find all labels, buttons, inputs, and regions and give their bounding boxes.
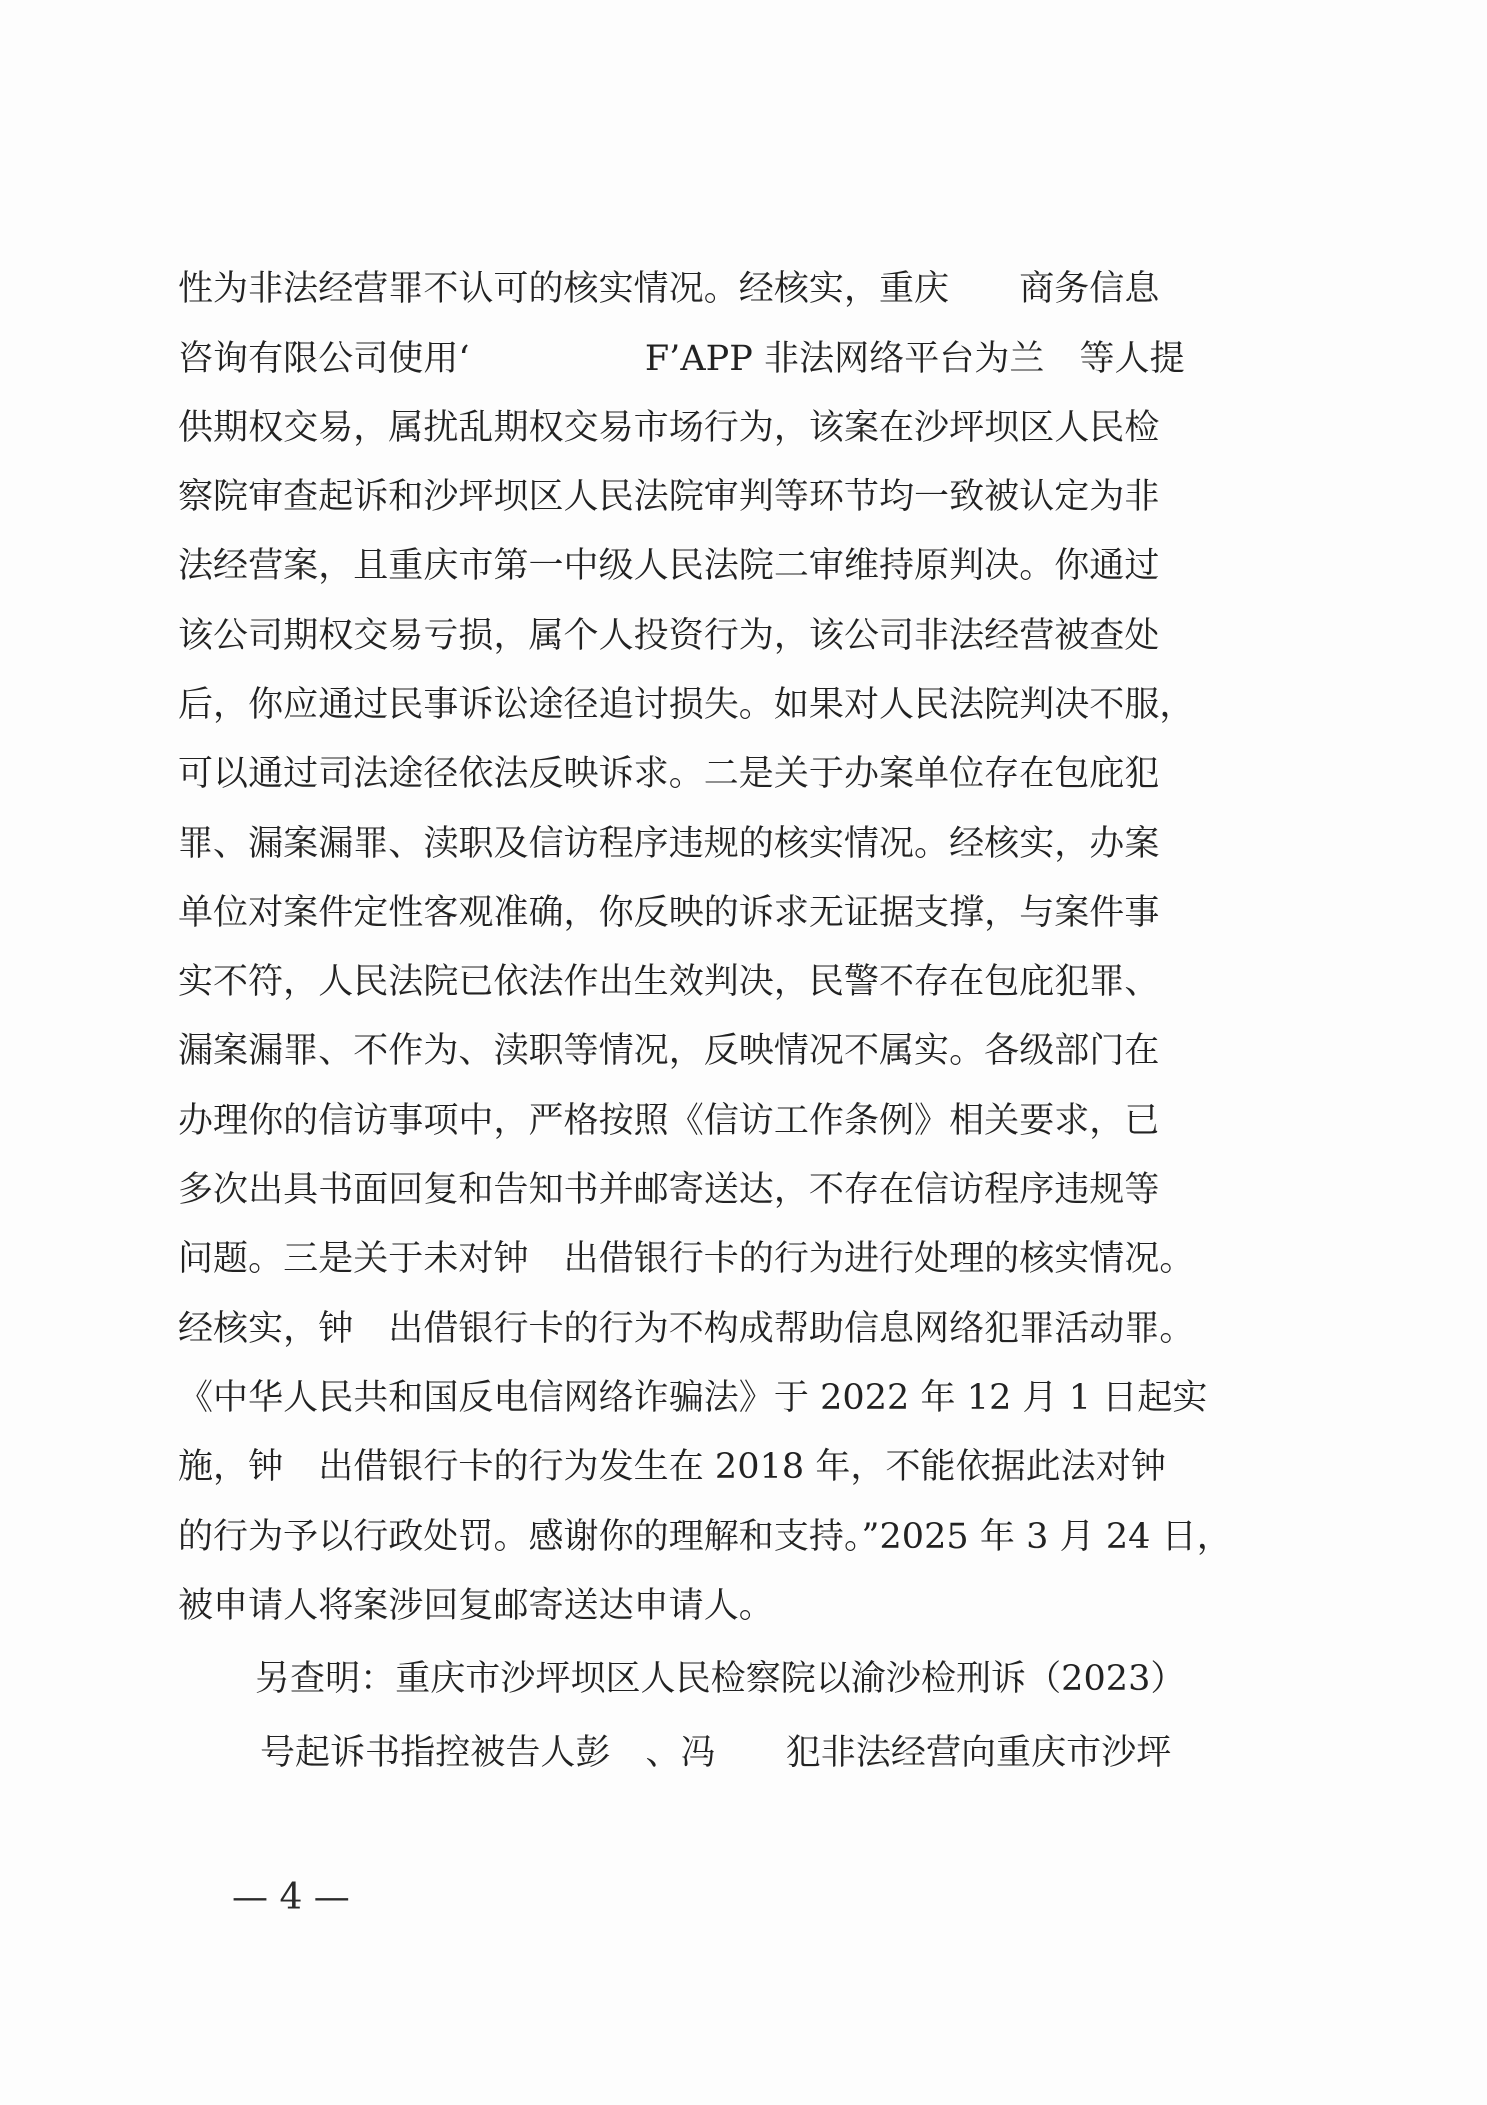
body-text-line-indented: 另查明：重庆市沙坪坝区人民检察院以渝沙检刑诉（2023） [255,1659,1186,1699]
body-text-line: 的行为予以行政处罚。感谢你的理解和支持。”2025 年 3 月 24 日， [178,1517,1232,1557]
body-text-line-indented: 号起诉书指控被告人彭 、冯 犯非法经营向重庆市沙坪 [260,1733,1172,1773]
body-text-line: 罪、漏案漏罪、渎职及信访程序违规的核实情况。经核实，办案 [178,824,1160,864]
body-text-line: 漏案漏罪、不作为、渎职等情况，反映情况不属实。各级部门在 [178,1031,1160,1071]
body-text-line: 该公司期权交易亏损，属个人投资行为，该公司非法经营被查处 [178,616,1160,656]
body-text-line: 办理你的信访事项中，严格按照《信访工作条例》相关要求，已 [178,1101,1160,1141]
body-text-line: 单位对案件定性客观准确，你反映的诉求无证据支撑，与案件事 [178,893,1160,933]
body-text-line: 施，钟 出借银行卡的行为发生在 2018 年，不能依据此法对钟 [178,1447,1166,1487]
body-text-line: 咨询有限公司使用‘ F’APP 非法网络平台为兰 等人提 [178,339,1185,379]
body-text-line: 多次出具书面回复和告知书并邮寄送达，不存在信访程序违规等 [178,1170,1160,1210]
body-text-line: 后，你应通过民事诉讼途径追讨损失。如果对人民法院判决不服， [178,685,1195,725]
page-number: — 4 — [232,1877,350,1918]
body-text-line: 可以通过司法途径依法反映诉求。二是关于办案单位存在包庇犯 [178,754,1160,794]
body-text-line: 供期权交易，属扰乱期权交易市场行为，该案在沙坪坝区人民检 [178,408,1160,448]
body-text-line: 性为非法经营罪不认可的核实情况。经核实，重庆 商务信息 [178,269,1160,309]
body-text-line: 察院审查起诉和沙坪坝区人民法院审判等环节均一致被认定为非 [178,477,1160,517]
body-text-line: 被申请人将案涉回复邮寄送达申请人。 [178,1586,774,1626]
body-text-line: 经核实，钟 出借银行卡的行为不构成帮助信息网络犯罪活动罪。 [178,1309,1195,1349]
body-text-line: 实不符，人民法院已依法作出生效判决，民警不存在包庇犯罪、 [178,962,1160,1002]
body-text-line: 问题。三是关于未对钟 出借银行卡的行为进行处理的核实情况。 [178,1239,1195,1279]
body-text-line: 法经营案，且重庆市第一中级人民法院二审维持原判决。你通过 [178,546,1160,586]
body-text-line: 《中华人民共和国反电信网络诈骗法》于 2022 年 12 月 1 日起实 [178,1378,1208,1418]
